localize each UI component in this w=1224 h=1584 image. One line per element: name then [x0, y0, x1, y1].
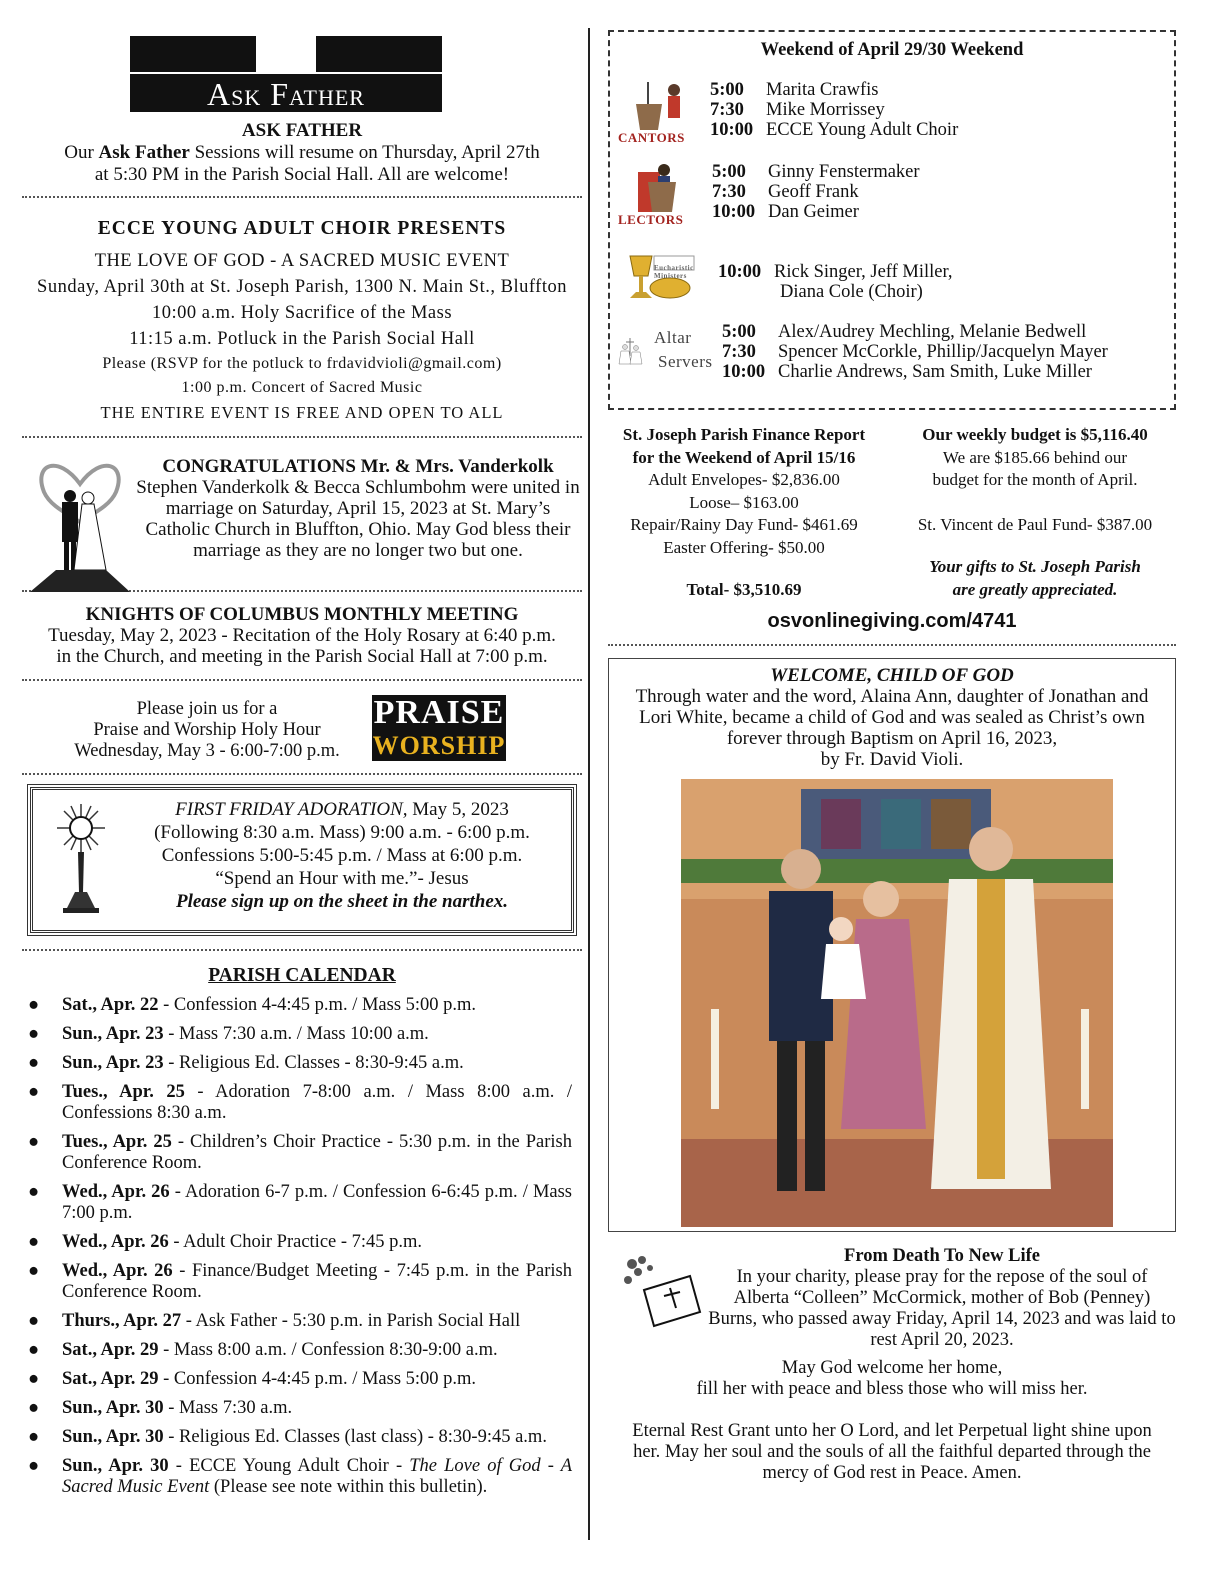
calendar-item: ● Wed., Apr. 26 - Adult Choir Practice - 7:45 p.m. — [28, 1232, 423, 1252]
ffa-section — [22, 787, 582, 951]
server-time: 7:30 — [722, 342, 756, 362]
bullet-icon: ● — [28, 1261, 40, 1281]
cantors-label: CANTORS — [618, 130, 685, 145]
finance-title2: for the Weekend of April 15/16 — [632, 447, 856, 467]
calendar-item: ● Sun., Apr. 30 - Mass 7:30 a.m. — [28, 1398, 293, 1418]
ecce-line4: Please (RSVP for the potluck to frdavidvioli@gmail.com) — [102, 355, 502, 372]
calendar-item: ● Tues., Apr. 25 - Children’s Choir Practice - 5:30 p.m. in the Parish Conference Room. — [28, 1132, 572, 1173]
budget-weekly: Our weekly budget is $5,116.40 — [922, 425, 1148, 444]
server-time: 5:00 — [722, 322, 756, 342]
bible-flowers-icon — [618, 1250, 704, 1336]
server-name: Charlie Andrews, Sam Smith, Luke Miller — [778, 362, 1092, 382]
bullet-icon: ● — [28, 1024, 40, 1044]
finance-easter: Easter Offering- $50.00 — [663, 537, 825, 557]
congrats-section — [22, 438, 582, 592]
welcome-section — [608, 658, 1176, 1232]
finance-adult: Adult Envelopes- $2,836.00 — [648, 470, 840, 489]
koc-heading: KNIGHTS OF COLUMBUS MONTHLY MEETING — [85, 604, 519, 625]
ecce-heading: ECCE YOUNG ADULT CHOIR PRESENTS — [97, 218, 507, 239]
em-name1: Rick Singer, Jeff Miller, — [774, 262, 953, 282]
cantor-time: 5:00 — [710, 80, 744, 100]
ecce-line1: Sunday, April 30th at St. Joseph Parish, 1300 N. Main St., Bluffton — [37, 277, 567, 297]
welcome-by: by Fr. David Violi. — [820, 749, 964, 770]
online-giving-link[interactable]: osvonlinegiving.com/4741 — [767, 610, 1017, 632]
death-section — [608, 1246, 1176, 1506]
finance-total: Total- $3,510.69 — [686, 580, 802, 599]
praise-line1: Please join us for a — [136, 699, 278, 719]
calendar-item: ● Sun., Apr. 23 - Mass 7:30 a.m. / Mass 10:00 a.m. — [28, 1024, 429, 1044]
baptism-photo — [681, 779, 1113, 1227]
praise-worship-logo: PRAISE WORSHIP — [372, 694, 506, 760]
column-divider — [588, 28, 590, 1540]
cantor-time: 7:30 — [710, 100, 744, 120]
lector-name: Ginny Fenstermaker — [768, 162, 920, 182]
ffa-line2: (Following 8:30 a.m. Mass) 9:00 a.m. - 6:00 p.m. — [154, 822, 530, 843]
server-name: Spencer McCorkle, Phillip/Jacquelyn Mayer — [778, 342, 1108, 362]
em-rows — [718, 262, 953, 302]
welcome-heading: WELCOME, CHILD OF GOD — [770, 665, 1014, 686]
finance-title1: St. Joseph Parish Finance Report — [622, 425, 866, 444]
left-column — [22, 30, 582, 1506]
congrats-heading: CONGRATULATIONS Mr. & Mrs. Vanderkolk — [162, 456, 554, 477]
welcome-body: Through water and the word, Alaina Ann, daughter of Jonathan and Lori White, became a child of God and was sealed as Christ’s own forever through Baptism on April 16, 2023, — [635, 686, 1149, 749]
bullet-icon: ● — [28, 1456, 40, 1476]
cantor-row — [710, 80, 958, 100]
em-name2: Diana Cole (Choir) — [780, 282, 923, 302]
budget-behind2: budget for the month of April. — [932, 470, 1138, 489]
calendar-item: ● Sun., Apr. 23 - Religious Ed. Classes - 8:30-9:45 a.m. — [28, 1053, 464, 1073]
ministry-schedule — [608, 30, 1176, 410]
server-row — [722, 342, 1108, 362]
em-time: 10:00 — [718, 262, 762, 282]
lectors-rows — [712, 162, 920, 222]
ask-father-section — [22, 36, 582, 198]
calendar-item: ● Sun., Apr. 30 - Religious Ed. Classes (last class) - 8:30-9:45 a.m. — [28, 1427, 547, 1447]
lectors-label: LECTORS — [618, 212, 684, 227]
ecce-line2: 10:00 a.m. Holy Sacrifice of the Mass — [151, 303, 453, 323]
monstrance-icon — [51, 800, 111, 918]
ask-father-heading: ASK FATHER — [241, 120, 363, 141]
ffa-line3: Confessions 5:00-5:45 p.m. / Mass at 6:00 p.m. — [161, 845, 523, 866]
ecce-line3: 11:15 a.m. Potluck in the Parish Social Hall — [129, 329, 475, 349]
cantor-row — [710, 100, 958, 120]
lector-name: Geoff Frank — [768, 182, 859, 202]
server-time: 10:00 — [722, 362, 766, 382]
death-p2a: May God welcome her home, — [781, 1358, 1003, 1378]
cantor-time: 10:00 — [710, 120, 754, 140]
koc-section — [22, 604, 582, 681]
servers-label1: Altar — [654, 328, 692, 347]
finance-loose: Loose– $163.00 — [689, 492, 799, 512]
right-column — [608, 30, 1176, 1506]
lector-row — [712, 202, 920, 222]
gifts-line1: Your gifts to St. Joseph Parish — [929, 557, 1141, 576]
bullet-icon: ● — [28, 1082, 40, 1102]
ecce-line6: THE ENTIRE EVENT IS FREE AND OPEN TO ALL — [100, 403, 504, 422]
bullet-icon: ● — [28, 1340, 40, 1360]
servers-rows — [722, 322, 1108, 382]
ask-father-line2: at 5:30 PM in the Parish Social Hall. All are welcome! — [94, 164, 510, 185]
calendar-item: ● Sat., Apr. 22 - Confession 4-4:45 p.m. / Mass 5:00 p.m. — [28, 995, 477, 1015]
bullet-icon: ● — [28, 1398, 40, 1418]
em-label: Eucharistic Ministers — [654, 264, 694, 280]
praise-line3: Wednesday, May 3 - 6:00-7:00 p.m. — [74, 741, 340, 761]
finance-repair: Repair/Rainy Day Fund- $461.69 — [630, 515, 858, 534]
gifts-line2: are greatly appreciated. — [952, 579, 1118, 599]
praise-section — [22, 681, 582, 775]
cantor-icon — [618, 80, 698, 136]
koc-line2: in the Church, and meeting in the Parish Social Hall at 7:00 p.m. — [56, 646, 548, 667]
ecce-section — [22, 216, 582, 438]
death-p2b: fill her with peace and bless those who will miss her. — [696, 1379, 1088, 1399]
lector-icon — [618, 162, 698, 218]
ffa-title: FIRST FRIDAY ADORATION, May 5, 2023 — [175, 799, 509, 820]
lector-row — [712, 162, 920, 182]
lector-time: 10:00 — [712, 202, 756, 222]
cantor-name: Mike Morrissey — [766, 100, 885, 120]
ecce-title: THE LOVE OF GOD - A SACRED MUSIC EVENT — [94, 251, 510, 271]
death-heading: From Death To New Life — [844, 1246, 1040, 1266]
budget-behind1: We are $185.66 behind our — [942, 447, 1128, 467]
bullet-icon: ● — [28, 1132, 40, 1152]
cantors-rows — [710, 80, 958, 140]
cantor-row — [710, 120, 958, 140]
ffa-line5: Please sign up on the sheet in the narthex. — [175, 891, 509, 912]
koc-line1: Tuesday, May 2, 2023 - Recitation of the Holy Rosary at 6:40 p.m. — [48, 625, 556, 646]
finance-section — [608, 424, 1176, 646]
lector-time: 5:00 — [712, 162, 746, 182]
calendar-list — [22, 995, 582, 1498]
schedule-title: Weekend of April 29/30 Weekend — [760, 40, 1024, 60]
server-name: Alex/Audrey Mechling, Melanie Bedwell — [778, 322, 1087, 342]
calendar-heading: PARISH CALENDAR — [208, 965, 396, 986]
congrats-body: Stephen Vanderkolk & Becca Schlumbohm were united in marriage on Saturday, April 15, 2023 at St. Mary’s Catholic Church in Bluffton, Ohio. May God bless their marriage as they are no longer two but one. — [136, 477, 580, 561]
ffa-line4: “Spend an Hour with me.”- Jesus — [215, 868, 469, 889]
calendar-item: ● Wed., Apr. 26 - Finance/Budget Meeting - 7:45 p.m. in the Parish Conference Room. — [28, 1261, 572, 1302]
calendar-item: ● Sun., Apr. 30 - ECCE Young Adult Choir - The Love of God - A Sacred Music Event (Please see note within this bulletin). — [28, 1456, 573, 1497]
ask-father-line1: Our Ask Father Sessions will resume on Thursday, April 27th — [64, 142, 540, 163]
cantor-name: Marita Crawfis — [766, 80, 879, 100]
ffa-box — [30, 787, 574, 933]
server-row — [722, 362, 1108, 382]
bullet-icon: ● — [28, 1053, 40, 1073]
death-body: In your charity, please pray for the repose of the soul of Alberta “Colleen” McCormick, mother of Bob (Penney) Burns, who passed away Friday, April 14, 2023 and was laid to rest April 20, 2023. — [708, 1267, 1176, 1350]
cantor-name: ECCE Young Adult Choir — [766, 120, 959, 140]
lector-name: Dan Geimer — [768, 202, 859, 222]
server-row — [722, 322, 1108, 342]
bullet-icon: ● — [28, 1311, 40, 1331]
calendar-item: ● Thurs., Apr. 27 - Ask Father - 5:30 p.m. in Parish Social Hall — [28, 1311, 521, 1331]
calendar-item: ● Sat., Apr. 29 - Confession 4-4:45 p.m. / Mass 5:00 p.m. — [28, 1369, 477, 1389]
praise-line2: Praise and Worship Holy Hour — [93, 720, 321, 740]
lector-row — [712, 182, 920, 202]
calendar-section — [22, 965, 582, 1498]
svdp-fund: St. Vincent de Paul Fund- $387.00 — [917, 514, 1153, 534]
death-p3: Eternal Rest Grant unto her O Lord, and let Perpetual light shine upon her. May her soul and the souls of all the faithful departed through the mercy of God rest in Peace. Amen. — [632, 1421, 1152, 1483]
ask-father-logo: Ask Father — [130, 36, 442, 112]
wedding-couple-icon — [28, 444, 132, 594]
calendar-item: ● Wed., Apr. 26 - Adoration 6-7 p.m. / Confession 6-6:45 p.m. / Mass 7:00 p.m. — [28, 1182, 573, 1223]
altar-server-icon — [618, 322, 658, 378]
bullet-icon: ● — [28, 995, 40, 1015]
bullet-icon: ● — [28, 1232, 40, 1252]
bullet-icon: ● — [28, 1427, 40, 1447]
bullet-icon: ● — [28, 1182, 40, 1202]
lector-time: 7:30 — [712, 182, 746, 202]
ecce-line5: 1:00 p.m. Concert of Sacred Music — [181, 379, 423, 396]
servers-label2: Servers — [658, 352, 713, 371]
calendar-item: ● Tues., Apr. 25 - Adoration 7-8:00 a.m. / Mass 8:00 a.m. / Confessions 8:30 a.m. — [28, 1082, 572, 1123]
bullet-icon: ● — [28, 1369, 40, 1389]
calendar-item: ● Sat., Apr. 29 - Mass 8:00 a.m. / Confession 8:30-9:00 a.m. — [28, 1340, 498, 1360]
